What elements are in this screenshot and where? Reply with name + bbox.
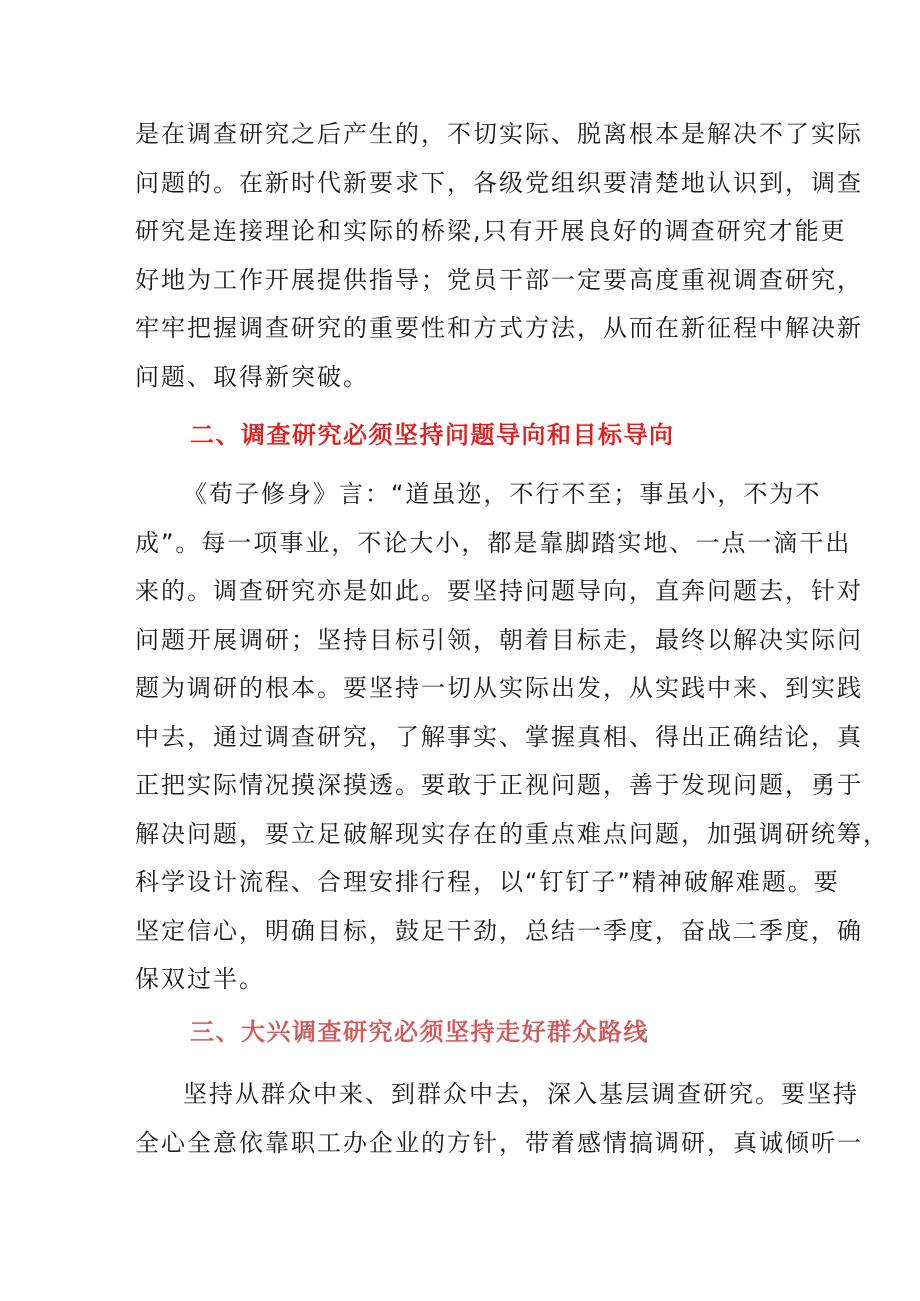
text-line: 《荀子修身》言：“道虽迩，不行不至；事虽小，不为不 (183, 480, 822, 508)
text-line: 成”。每一项事业，不论大小，都是靠脚踏实地、一点一滴干出 (135, 528, 852, 557)
text-line: 问题开展调研；坚持目标引领，朝着目标走，最终以解决实际问 (135, 625, 863, 654)
text-line: 问题的。在新时代新要求下，各级党组织要清楚地认识到，调查 (135, 168, 863, 197)
text-line: 是在调查研究之后产生的，不切实际、脱离根本是解决不了实际 (135, 120, 863, 148)
text-line: 保双过半。 (135, 965, 265, 993)
text-line: 题为调研的根本。要坚持一切从实际出发，从实践中来、到实践 (135, 674, 863, 702)
text-line: 科学设计流程、合理安排行程，以“钉钉子”精神破解难题。要 (135, 868, 840, 896)
text-line: 正把实际情况摸深摸透。要敢于正视问题，善于发现问题，勇于 (135, 771, 863, 799)
text-line: 坚定信心，明确目标，鼓足干劲，总结一季度，奋战二季度，确 (135, 916, 863, 945)
text-line: 全心全意依靠职工办企业的方针，带着感情搞调研，真诚倾听一 (135, 1128, 863, 1157)
text-line: 牢牢把握调查研究的重要性和方式方法，从而在新征程中解决新 (135, 314, 863, 342)
section-3-heading: 三、大兴调查研究必须坚持走好群众路线 (190, 1018, 649, 1046)
paragraph-1 (135, 110, 863, 401)
section-3-body (135, 1070, 863, 1167)
section-2-heading: 二、调查研究必须坚持问题导向和目标导向 (190, 421, 675, 449)
text-line: 中去，通过调查研究，了解事实、掌握真相、得出正确结论，真 (135, 722, 863, 751)
section-2-body (135, 470, 889, 1004)
text-line: 好地为工作开展提供指导；党员干部一定要高度重视调查研究， (135, 265, 863, 294)
text-line: 解决问题，要立足破解现实存在的重点难点问题，加强调研统筹， (135, 819, 889, 848)
text-line: 来的。调查研究亦是如此。要坚持问题导向，直奔问题去，针对 (135, 577, 863, 605)
text-line: 问题、取得新突破。 (135, 362, 369, 391)
text-line: 研究是连接理论和实际的桥梁,只有开展良好的调查研究才能更 (135, 217, 847, 245)
text-line: 坚持从群众中来、到群众中去，深入基层调查研究。要坚持 (183, 1080, 859, 1108)
